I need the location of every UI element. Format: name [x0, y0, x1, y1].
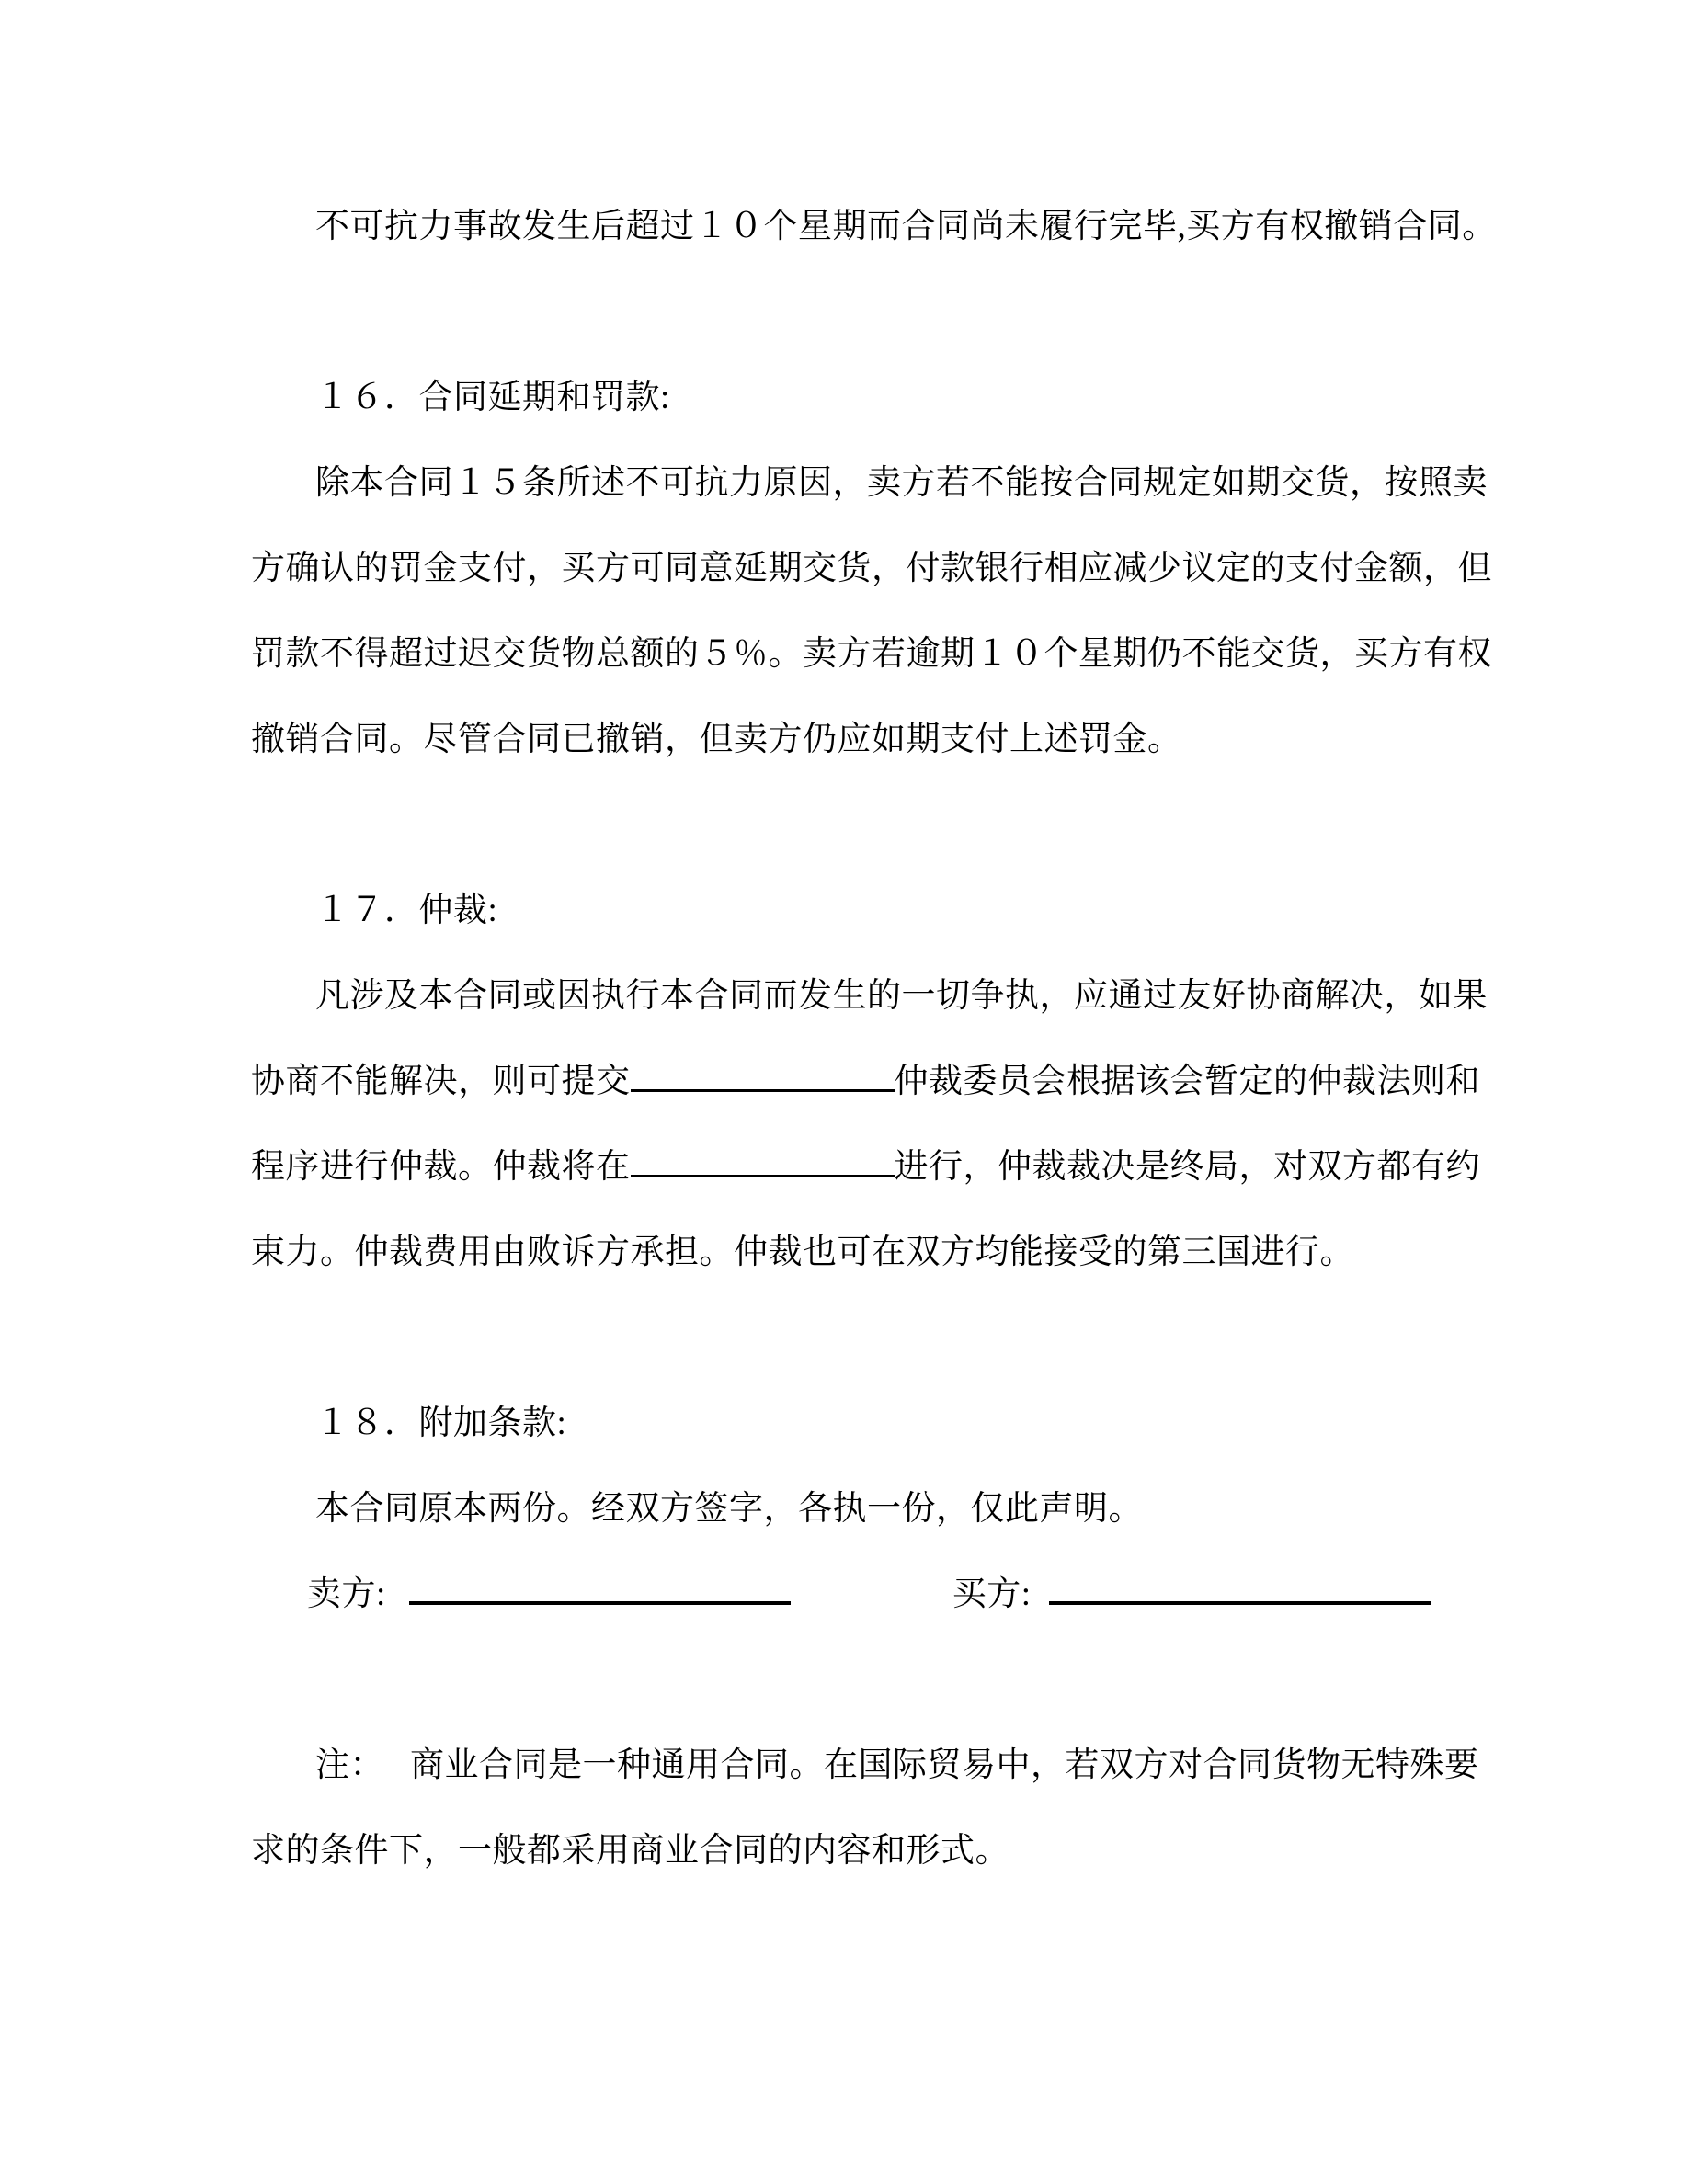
clause-18-heading: １８．附加条款:: [315, 1405, 567, 1442]
clause-17-line-3-post: 进行，仲裁裁决是终局，对双方都有约: [894, 1148, 1480, 1186]
note-line-1-text: 商业合同是一种通用合同。在国际贸易中，若双方对合同货物无特殊要: [410, 1746, 1479, 1784]
arbitration-location-blank: [631, 1147, 895, 1177]
clause-17-line-1: 凡涉及本合同或因执行本合同而发生的一切争执，应通过友好协商解决，如果: [315, 977, 1488, 1015]
note-label: 注：: [315, 1746, 384, 1784]
clause-17-line-2: [251, 1039, 1480, 1124]
clause-17-line-3-pre: 程序进行仲裁。仲裁将在: [251, 1148, 631, 1186]
buyer-signature-blank: [1049, 1574, 1431, 1605]
clause-17-line-4: 束力。仲裁费用由败诉方承担。仲裁也可在双方均能接受的第三国进行。: [251, 1234, 1354, 1271]
spacer: [251, 269, 1442, 355]
clause-16-line-1: 除本合同１５条所述不可抗力原因，卖方若不能按合同规定如期交货，按照卖: [315, 464, 1488, 502]
spacer: [251, 782, 1442, 868]
note-line-2: 求的条件下，一般都采用商业合同的内容和形式。: [251, 1832, 1009, 1870]
arbitration-committee-blank: [631, 1062, 895, 1092]
clause-16-heading: １６．合同延期和罚款:: [315, 379, 670, 416]
clause-16-line-3: 罚款不得超过迟交货物总额的５％。卖方若逾期１０个星期仍不能交货，买方有权: [251, 635, 1492, 673]
clause-17-line-3: [251, 1124, 1480, 1210]
clause-16-line-4: 撤销合同。尽管合同已撤销，但卖方仍应如期支付上述罚金。: [251, 721, 1182, 758]
clause-18-line-1: 本合同原本两份。经双方签字，各执一份，仅此声明。: [315, 1490, 1143, 1528]
spacer: [251, 1637, 1442, 1723]
clause-17-line-2-pre: 协商不能解决，则可提交: [251, 1063, 631, 1100]
clause-17-line-2-post: 仲裁委员会根据该会暂定的仲裁法则和: [894, 1063, 1480, 1100]
clause-16-line-2: 方确认的罚金支付，买方可同意延期交货，付款银行相应减少议定的支付金额，但: [251, 550, 1492, 587]
seller-label: 卖方:: [307, 1575, 386, 1613]
seller-signature-blank: [409, 1574, 791, 1605]
clause-15-continuation-line: 不可抗力事故发生后超过１０个星期而合同尚未履行完毕,买方有权撤销合同。: [315, 208, 1497, 245]
clause-17-heading: １７．仲裁:: [315, 892, 498, 929]
buyer-label: 买方:: [952, 1575, 1032, 1613]
signature-row: [251, 1552, 1442, 1637]
spacer: [251, 1295, 1442, 1381]
note-line-1: [251, 1723, 1479, 1808]
